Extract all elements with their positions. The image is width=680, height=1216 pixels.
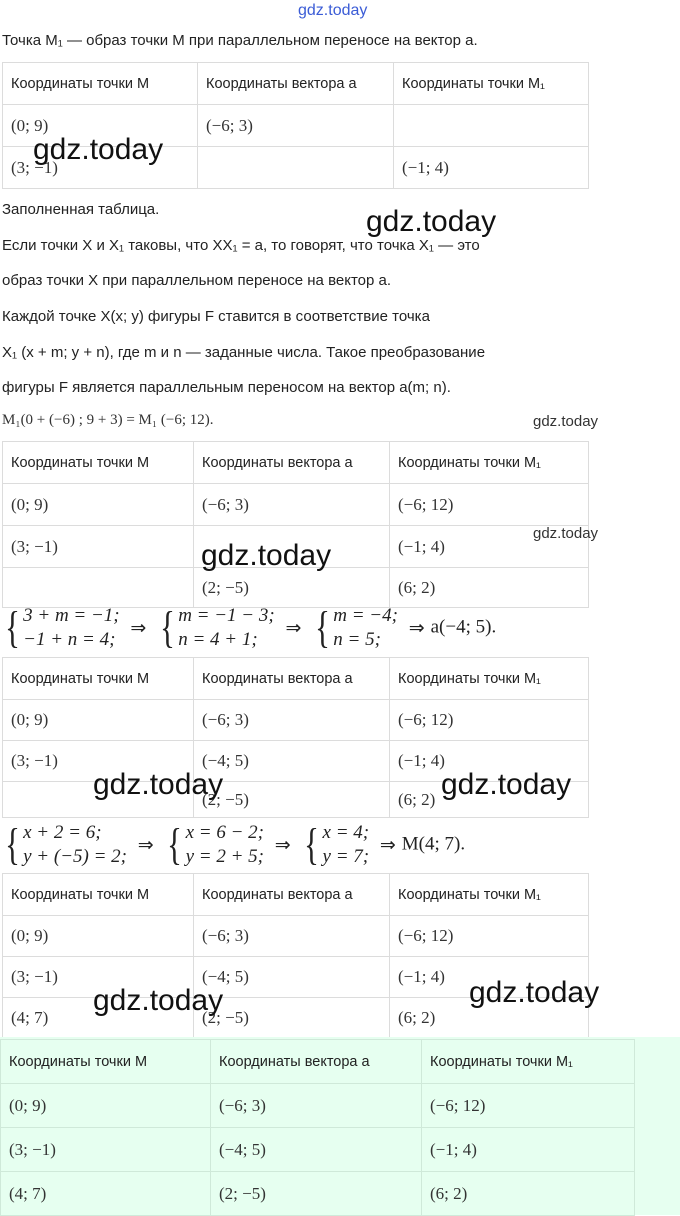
- definition-line-2: образ точки X при параллельном переносе на вектор a.: [2, 272, 392, 289]
- header-vector-a: Координаты вектора a: [194, 874, 390, 916]
- table-4: [2, 873, 589, 1038]
- header-point-m: Координаты точки M: [1, 1040, 211, 1084]
- point-result: M(4; 7).: [401, 833, 466, 855]
- equation-system-2: { x + 2 = 6; y + (−5) = 2; ⇒ { x = 6 − 2; y = 2 + 5; ⇒ { x = 4; y = 7; ⇒ M(4; 7).: [5, 820, 466, 869]
- header-vector-a: Координаты вектора a: [211, 1040, 422, 1084]
- watermark: gdz.today: [441, 768, 572, 801]
- table-row: (3; −1) (−4; 5) (−1; 4): [3, 741, 589, 782]
- definition-line-3: Каждой точке X(x; y) фигуры F ставится в соответствие точка: [2, 308, 430, 325]
- calculation-line: M₁(0 + (−6) ; 9 + 3) = M₁ (−6; 12).: [2, 412, 214, 428]
- table-row: (0; 9) (−6; 3): [3, 105, 589, 147]
- watermark: gdz.today: [366, 205, 497, 238]
- header-point-m: Координаты точки M: [3, 442, 194, 484]
- watermark: gdz.today: [533, 413, 599, 430]
- header-point-m1: Координаты точки M₁: [390, 874, 589, 916]
- watermark: gdz.today: [533, 525, 599, 542]
- header-vector-a: Координаты вектора a: [194, 442, 390, 484]
- header-vector-a: Координаты вектора a: [194, 658, 390, 700]
- table-row: (4; 7) (2; −5) (6; 2): [1, 1172, 635, 1216]
- watermark: gdz.today: [201, 539, 332, 572]
- definition-line-1: Если точки X и X₁ таковы, что XX₁ = a, то говорят, что точка X₁ — это: [2, 237, 480, 254]
- filled-text: Заполненная таблица.: [2, 201, 160, 218]
- watermark: gdz.today: [298, 2, 368, 19]
- table-row: (2; −5) (6; 2): [3, 782, 589, 818]
- equation-system-1: { 3 + m = −1; −1 + n = 4; ⇒ { m = −1 − 3; n = 4 + 1; ⇒ { m = −4; n = 5; ⇒ a(−4; 5).: [5, 603, 497, 652]
- definition-line-5: фигуры F является параллельным переносом на вектор a(m; n).: [2, 379, 451, 396]
- table-row: (2; −5) (6; 2): [3, 568, 589, 608]
- table-final: [0, 1039, 635, 1216]
- header-point-m1: Координаты точки M₁: [390, 442, 589, 484]
- definition-line-4: X₁ (x + m; y + n), где m и n — заданные числа. Такое преобразование: [2, 344, 486, 361]
- intro-text: Точка M₁ — образ точки M при параллельном переносе на вектор a.: [2, 32, 478, 49]
- table-row: (3; −1) (−1; 4): [3, 147, 589, 189]
- table-2: [2, 441, 589, 608]
- header-point-m1: Координаты точки M₁: [390, 658, 589, 700]
- table-1: [2, 62, 589, 189]
- header-vector-a: Координаты вектора a: [198, 63, 394, 105]
- answer-block: [0, 1037, 680, 1215]
- watermark: gdz.today: [33, 133, 164, 166]
- watermark: gdz.today: [469, 976, 600, 1009]
- header-point-m1: Координаты точки M₁: [394, 63, 589, 105]
- table-row: (3; −1) (−1; 4): [3, 526, 589, 568]
- header-point-m: Координаты точки M: [3, 658, 194, 700]
- header-point-m: Координаты точки M: [3, 874, 194, 916]
- table-row: (0; 9) (−6; 3) (−6; 12): [3, 916, 589, 957]
- table-row: (4; 7) (2; −5) (6; 2): [3, 998, 589, 1038]
- table-row: (0; 9) (−6; 3) (−6; 12): [3, 484, 589, 526]
- table-row: (0; 9) (−6; 3) (−6; 12): [3, 700, 589, 741]
- watermark: gdz.today: [93, 768, 224, 801]
- header-point-m: Координаты точки M: [3, 63, 198, 105]
- table-row: (3; −1) (−4; 5) (−1; 4): [1, 1128, 635, 1172]
- header-point-m1: Координаты точки M₁: [422, 1040, 635, 1084]
- watermark: gdz.today: [93, 984, 224, 1017]
- table-row: (3; −1) (−4; 5) (−1; 4): [3, 957, 589, 998]
- table-row: (0; 9) (−6; 3) (−6; 12): [1, 1084, 635, 1128]
- vector-result: a(−4; 5).: [430, 616, 497, 638]
